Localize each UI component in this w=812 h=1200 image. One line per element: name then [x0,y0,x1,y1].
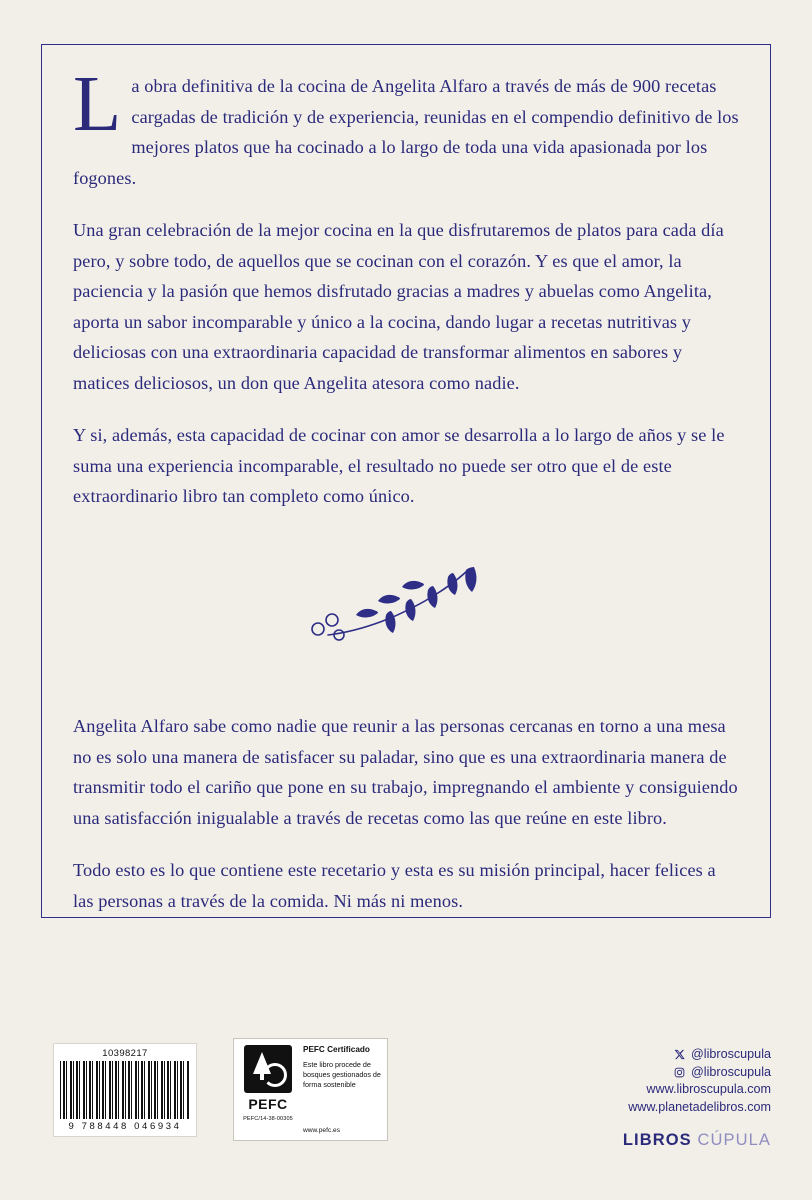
twitter-handle-row[interactable] [623,1046,771,1064]
blurb-paragraph-3: Y si, además, esta capacidad de cocinar con amor se desarrolla a lo largo de años y se le suma una experiencia incomparable, el resultado no puede ser otro que el de este extraordinario libro tan completo como único. [73,425,725,506]
barcode-bars [60,1061,190,1119]
instagram-icon [673,1066,686,1079]
publisher-contact [623,1046,771,1150]
barcode-internal-code: 10398217 [102,1048,148,1059]
pefc-title: PEFC Certificado [303,1045,370,1054]
barcode-ean-digits: 9 788448 046934 [68,1121,182,1132]
blurb-paragraph-2: Una gran celebración de la mejor cocina en la que disfrutaremos de platos para cada día pero, y sobre todo, de aquellos que se cocinan con el corazón. Y es que el amor, la paciencia y la pasión que hemos disfrutado gracias a madres y abuelas como Angelita, aporta un sabor incomparable y único a la cocina, dando lugar a recetas nutritivas y deliciosas con una extraordinaria capacidad de transformar alimentos en sabores y matices deliciosos, un don que Angelita atesora como nadie. [73,220,724,393]
pefc-logo-block [240,1045,296,1134]
pefc-certification [233,1038,388,1141]
instagram-handle-row[interactable] [623,1064,771,1082]
ornament-container [73,557,739,657]
publisher-logo-light: CÚPULA [697,1131,771,1149]
pefc-url[interactable]: www.pefc.es [303,1127,341,1134]
blurb-bottom-block [73,711,739,916]
content-panel-inner [73,61,739,911]
website-libroscupula: www.libroscupula.com [646,1082,771,1096]
instagram-handle: @libroscupula [691,1064,771,1079]
content-panel [41,44,771,918]
blurb-paragraph-4: Angelita Alfaro sabe como nadie que reunir a las personas cercanas en torno a una mesa no es solo una manera de satisfacer su paladar, sino que es una extraordinaria manera de transmitir todo el cariño que pone en su trabajo, impregnando el ambiente y consiguiendo una satisfacción inigualable a través de recetas como las que reúne en este libro. [73,716,738,828]
twitter-handle: @libroscupula [691,1047,771,1061]
website-planetadelibros: www.planetadelibros.com [628,1099,771,1114]
pefc-code: PEFC/14-38-00305 [243,1116,293,1122]
blurb-paragraph-5: Todo esto es lo que contiene este recetario y esta es su misión principal, hacer felices a las personas a través de la comida. Ni más ni menos. [73,860,716,911]
olive-branch-icon [306,557,506,657]
pefc-wordmark: PEFC [248,1096,288,1112]
blurb-top-block [73,61,739,512]
website-row-2[interactable] [623,1099,771,1117]
drop-cap: L [73,61,122,148]
cover-footer [0,1020,812,1180]
x-twitter-icon [673,1048,686,1061]
blurb-paragraph-1-text: a obra definitiva de la cocina de Angelita Alfaro a través de más de 900 recetas cargadas de tradición y de experiencia, reunidas en el compendio definitivo de los mejores platos que ha cocinado a lo largo de toda una vida apasionada por los fogones. [73,76,739,188]
pefc-description: Este libro procede de bosques gestionados de forma sostenible [303,1060,381,1089]
publisher-logo-bold: LIBROS [622,1131,692,1149]
pefc-text-block [296,1045,381,1134]
barcode [53,1043,197,1137]
website-row-1[interactable] [623,1081,771,1099]
publisher-logo [623,1132,771,1150]
blurb-paragraph-1 [73,61,739,193]
pefc-tree-icon [244,1045,292,1093]
